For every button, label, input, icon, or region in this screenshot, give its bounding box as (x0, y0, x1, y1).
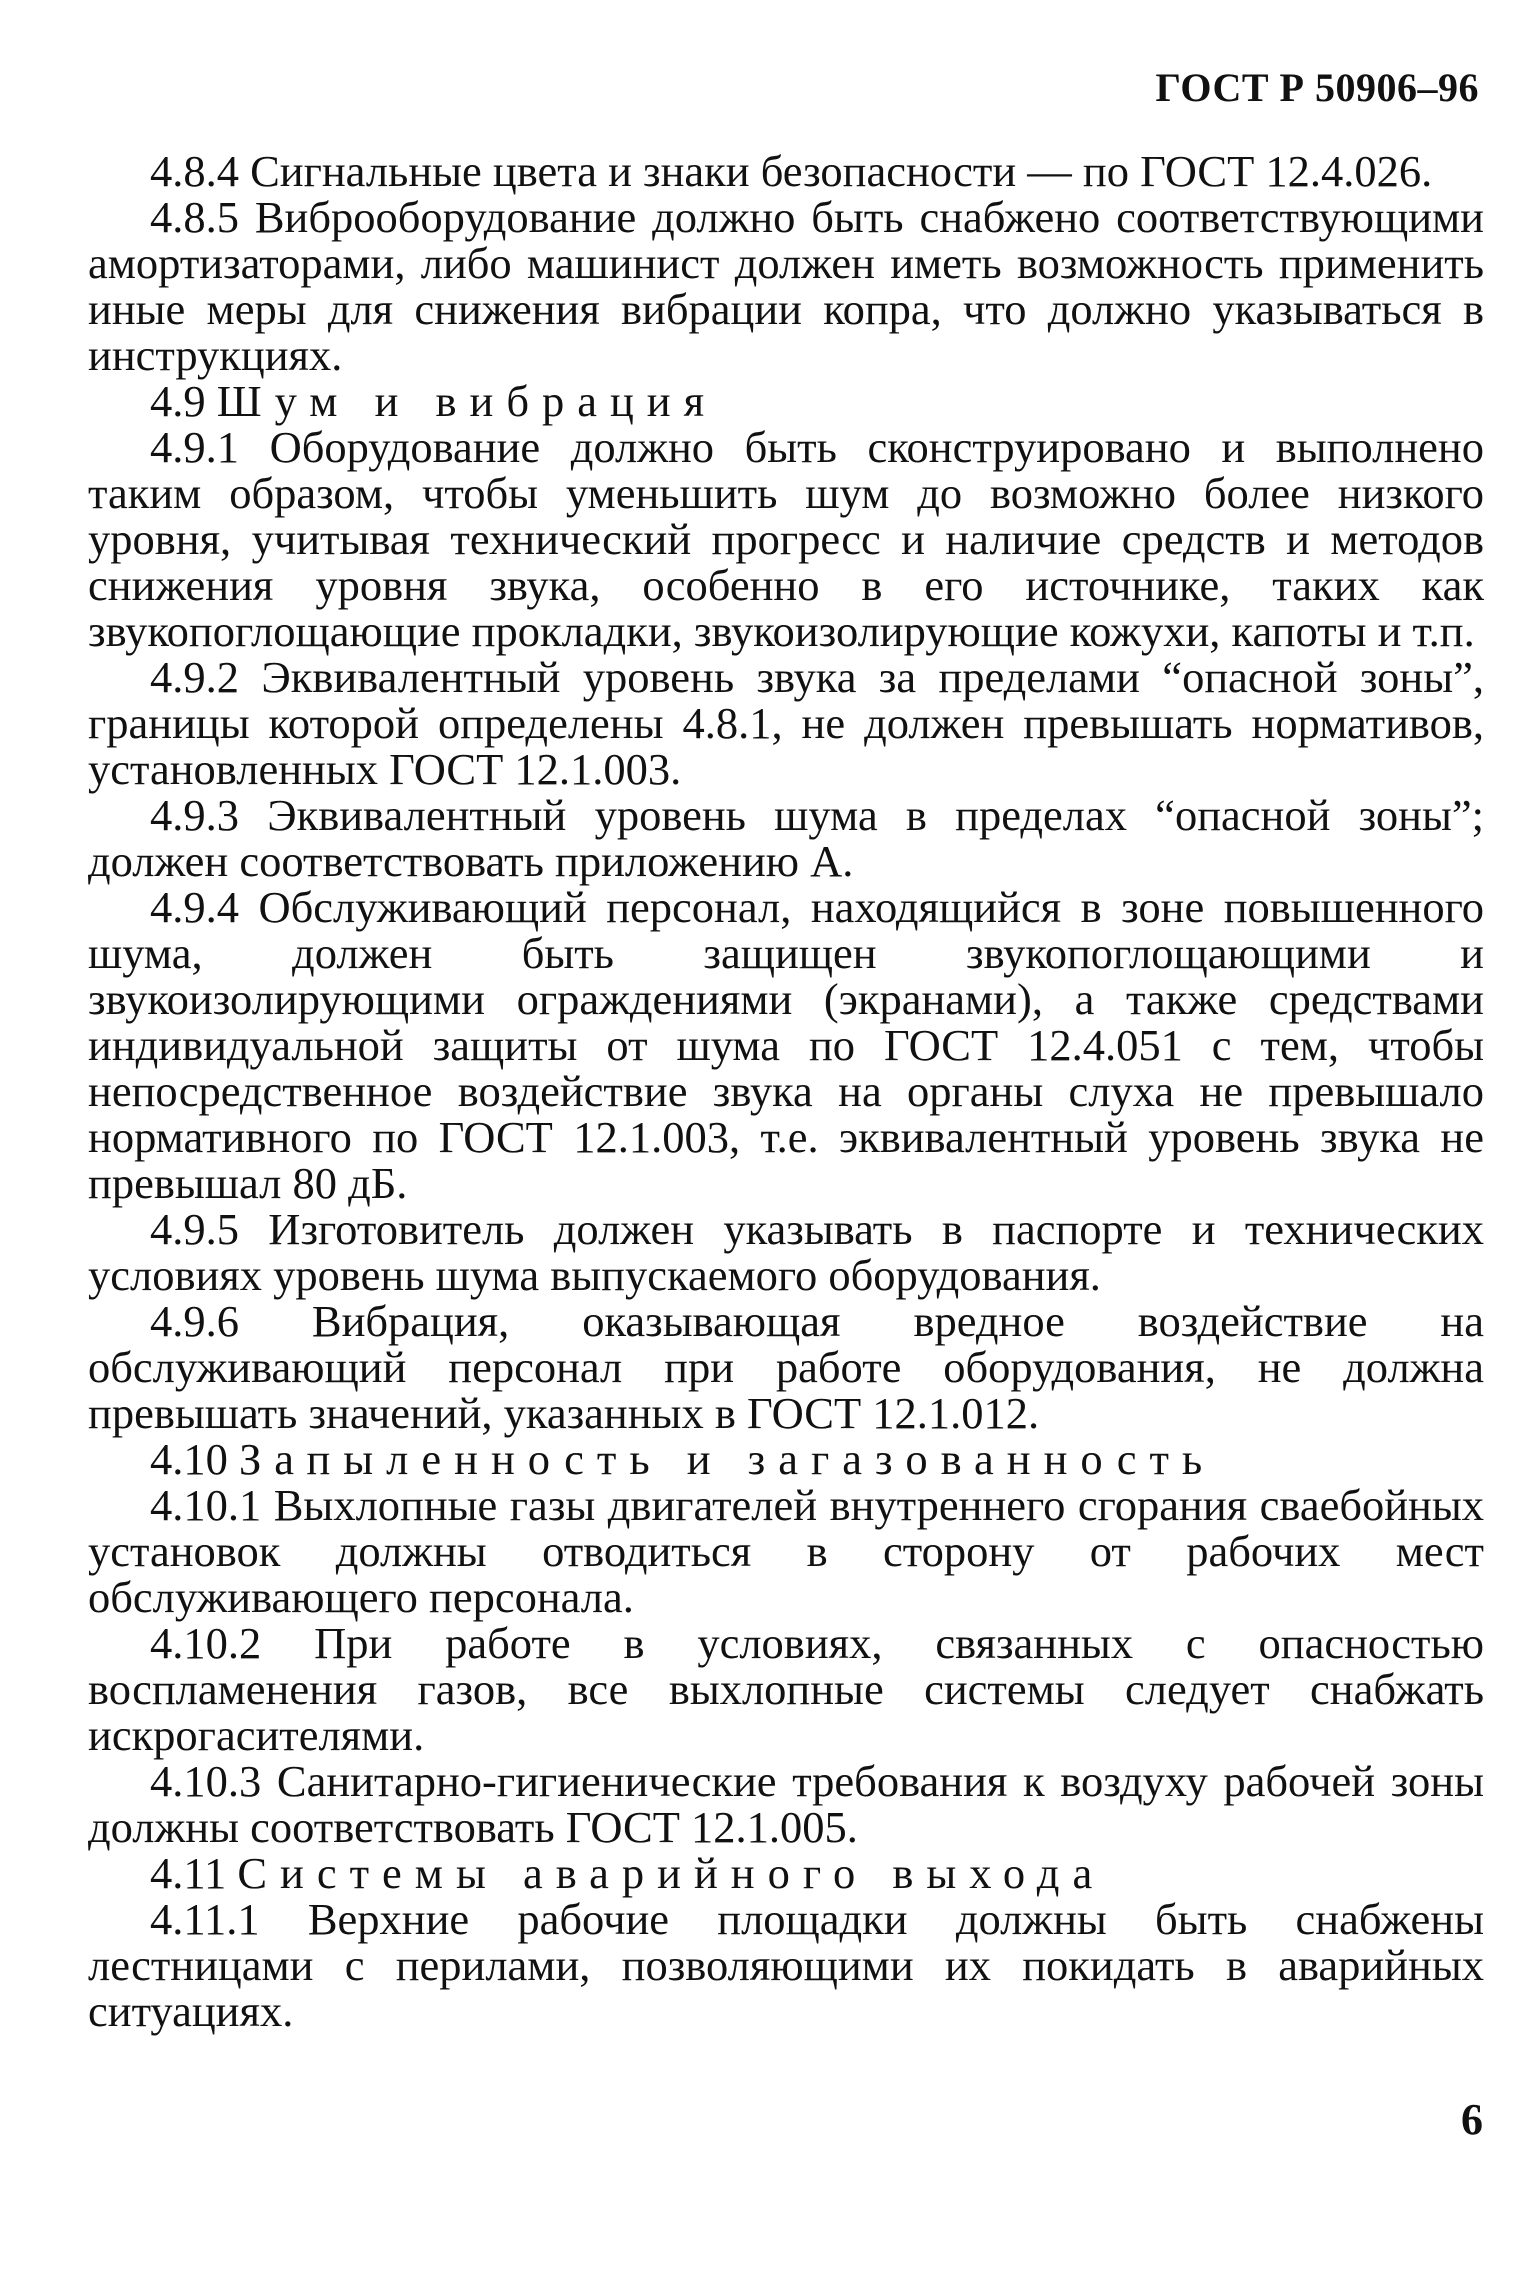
paragraph-4-9-5: 4.9.5 Изготовитель должен указывать в паспорте и технических условиях уровень шума выпускаемого оборудования. (88, 1204, 1484, 1300)
page-number: 6 (1461, 2095, 1483, 2144)
paragraph-4-9-3: 4.9.3 Эквивалентный уровень шума в пределах “опасной зоны”; должен соответствовать приложению А. (88, 790, 1484, 886)
paragraph-4-8-4: 4.8.4 Сигнальные цвета и знаки безопасности — по ГОСТ 12.4.026. (150, 146, 1433, 196)
section-number: 4.10 (150, 1434, 228, 1484)
section-number: 4.11 (150, 1848, 227, 1898)
section-heading-4-9 (88, 378, 1484, 424)
paragraph-4-10-2: 4.10.2 При работе в условиях, связанных с опасностью воспламенения газов, все выхлопные системы следует снабжать искрогасителями. (88, 1618, 1484, 1760)
paragraph-4-9-2: 4.9.2 Эквивалентный уровень звука за пределами “опасной зоны”, границы которой определены 4.8.1, не должен превышать нормативов, установленных ГОСТ 12.1.003. (88, 652, 1484, 794)
paragraph-4-9-1: 4.9.1 Оборудование должно быть сконструировано и выполнено таким образом, чтобы уменьшить шум до возможно более низкого уровня, учитывая технический прогресс и наличие средств и методов снижения уровня звука, особенно в его источнике, таких как звукопоглощающие прокладки, звукоизолирующие кожухи, капоты и т.п. (88, 422, 1484, 656)
paragraph-4-9-6: 4.9.6 Вибрация, оказывающая вредное воздействие на обслуживающий персонал при работе оборудования, не должна превышать значений, указанных в ГОСТ 12.1.012. (88, 1296, 1484, 1438)
paragraph-4-9-4: 4.9.4 Обслуживающий персонал, находящийся в зоне повышенного шума, должен быть защищен звукопоглощающими и звукоизолирующими ограждениями (экранами), а также средствами индивидуальной защиты от шума по ГОСТ 12.4.051 с тем, чтобы непосредственное воздействие звука на органы слуха не превышало нормативного по ГОСТ 12.1.003, т.е. эквивалентный уровень звука не превышал 80 дБ. (88, 882, 1484, 1208)
section-title: Системы аварийного выхода (237, 1848, 1106, 1898)
paragraph-4-11-1: 4.11.1 Верхние рабочие площадки должны быть снабжены лестницами с перилами, позволяющими их покидать в аварийных ситуациях. (88, 1894, 1484, 2036)
section-heading-4-10 (88, 1436, 1484, 1482)
section-title: Шум и вибрация (216, 376, 718, 426)
paragraph-4-10-3: 4.10.3 Санитарно-гигиенические требования к воздуху рабочей зоны должны соответствовать ГОСТ 12.1.005. (88, 1756, 1484, 1852)
paragraph-4-8-5: 4.8.5 Виброоборудование должно быть снабжено соответствующими амортизаторами, либо машинист должен иметь возможность применить иные меры для снижения вибрации копра, что должно указываться в инструкциях. (88, 192, 1484, 380)
document-body (88, 148, 1484, 2034)
document-header: ГОСТ Р 50906–96 (1155, 65, 1479, 110)
paragraph-4-10-1: 4.10.1 Выхлопные газы двигателей внутреннего сгорания сваебойных установок должны отводиться в сторону от рабочих мест обслуживающего персонала. (88, 1480, 1484, 1622)
section-title: Запыленность и загазованность (239, 1434, 1216, 1484)
section-number: 4.9 (150, 376, 206, 426)
section-heading-4-11 (88, 1850, 1484, 1896)
